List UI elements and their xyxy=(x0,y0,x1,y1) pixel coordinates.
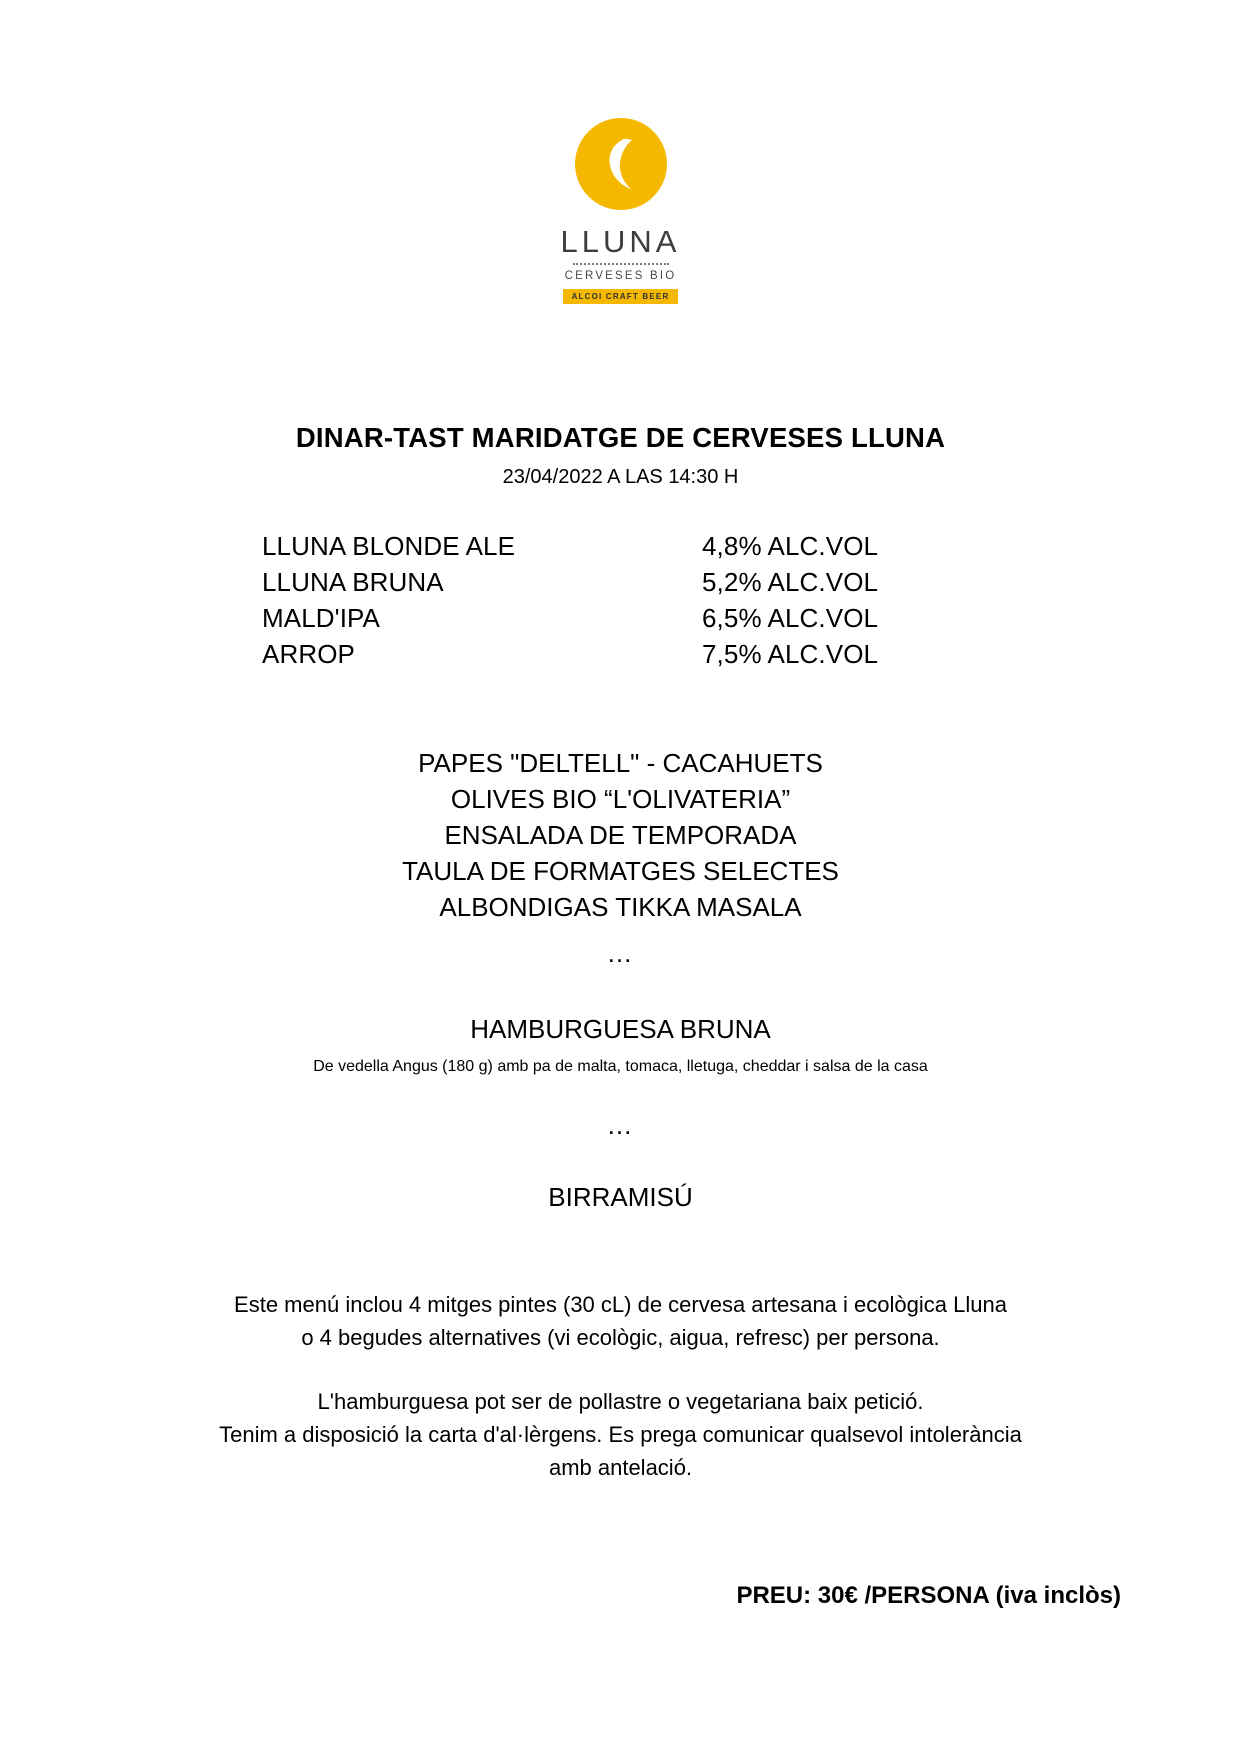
logo-wordmark: LLUNA xyxy=(560,224,681,259)
logo-circle xyxy=(575,118,667,210)
beer-abv: 7,5% ALC.VOL xyxy=(702,639,879,669)
beer-name: LLUNA BLONDE ALE xyxy=(262,531,516,561)
beer-row xyxy=(262,636,982,672)
beer-name: MALD'IPA xyxy=(262,603,380,633)
menu-notes-drinks xyxy=(0,1288,1241,1354)
main-course-description: De vedella Angus (180 g) amb pa de malta, tomaca, lletuga, cheddar i salsa de la casa xyxy=(313,1058,928,1075)
page-subtitle: 23/04/2022 A LAS 14:30 H xyxy=(502,466,739,488)
note-line: amb antelació. xyxy=(548,1455,693,1480)
page-title: DINAR-TAST MARIDATGE DE CERVESES LLUNA xyxy=(295,422,946,453)
list-item: ENSALADA DE TEMPORADA xyxy=(444,820,797,850)
beer-abv: 6,5% ALC.VOL xyxy=(702,603,879,633)
beer-abv: 5,2% ALC.VOL xyxy=(702,567,879,597)
list-item: ALBONDIGAS TIKKA MASALA xyxy=(439,892,802,922)
note-line: Tenim a disposició la carta d'al·lèrgens. Es prega comunicar qualsevol intolerància xyxy=(219,1422,1022,1447)
beer-name: ARROP xyxy=(262,639,355,669)
list-item: PAPES "DELTELL" - CACAHUETS xyxy=(418,748,823,778)
beer-row xyxy=(262,528,982,564)
brand-logo xyxy=(0,118,1241,304)
logo-badge: ALCOI CRAFT BEER xyxy=(563,289,679,304)
main-course-title: HAMBURGUESA BRUNA xyxy=(470,1014,771,1044)
dessert-title: BIRRAMISÚ xyxy=(548,1182,693,1212)
beer-row xyxy=(262,564,982,600)
section-separator: … xyxy=(606,938,635,968)
logo-divider xyxy=(573,263,669,265)
note-line: Este menú inclou 4 mitges pintes (30 cL) de cervesa artesana i ecològica Lluna xyxy=(234,1292,1007,1317)
logo-tagline: CERVESES BIO xyxy=(564,270,677,282)
list-item: OLIVES BIO “L'OLIVATERIA” xyxy=(450,784,791,814)
beer-row xyxy=(262,600,982,636)
list-item: TAULA DE FORMATGES SELECTES xyxy=(402,856,839,886)
beer-name: LLUNA BRUNA xyxy=(262,567,444,597)
section-separator: … xyxy=(606,1110,635,1140)
note-line: L'hamburguesa pot ser de pollastre o vegetariana baix petició. xyxy=(317,1389,924,1414)
beer-abv: 4,8% ALC.VOL xyxy=(702,531,879,561)
starters-list xyxy=(0,745,1241,925)
beer-list xyxy=(262,528,982,672)
note-line: o 4 begudes alternatives (vi ecològic, aigua, refresc) per persona. xyxy=(301,1325,940,1350)
price-statement: PREU: 30€ /PERSONA (iva inclòs) xyxy=(736,1582,1121,1609)
menu-notes-allergens xyxy=(0,1385,1241,1484)
lluna-moon-icon xyxy=(604,138,638,190)
